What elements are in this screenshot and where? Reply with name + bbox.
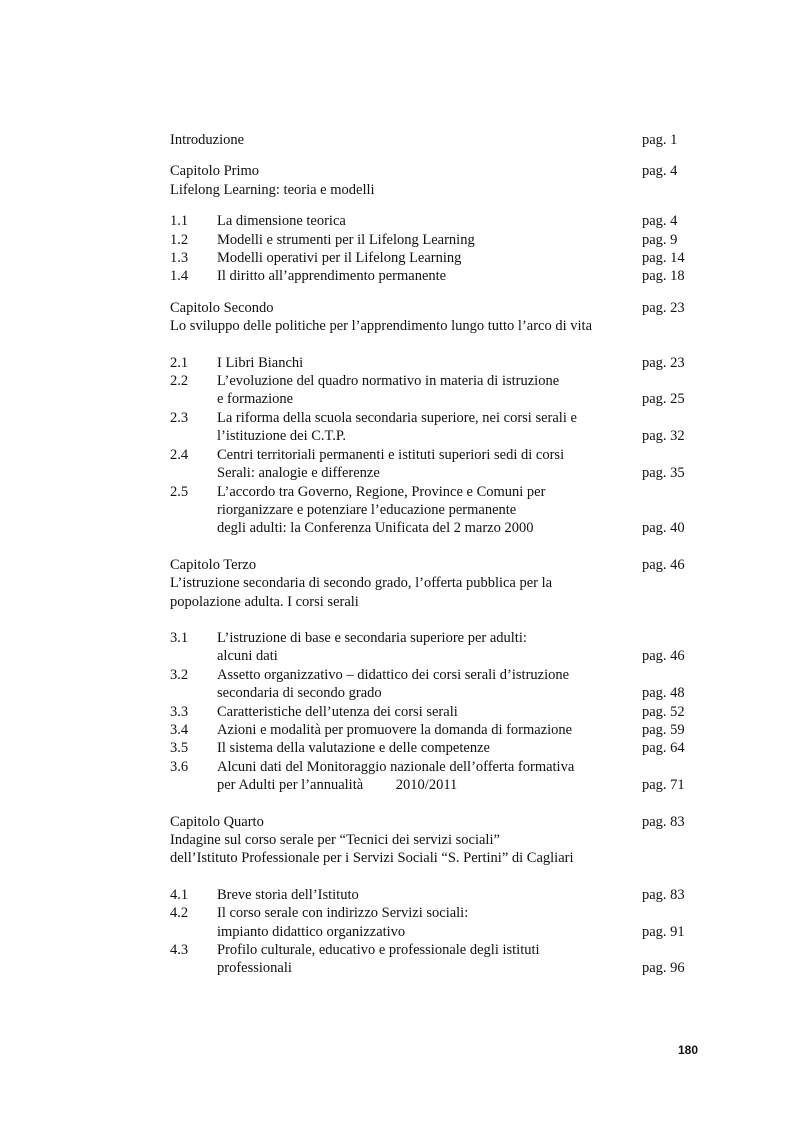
section-page: pag. 71 [642, 777, 685, 794]
section-title-cont: degli adulti: la Conferenza Unificata del 2 marzo 2000 [217, 520, 534, 537]
section-3-5 [170, 739, 694, 757]
section-number: 2.2 [170, 373, 189, 390]
section-number: 2.4 [170, 446, 189, 463]
section-number: 1.2 [170, 231, 189, 248]
section-page: pag. 52 [642, 703, 685, 720]
section-4-1 [170, 886, 694, 904]
section-title: Alcuni dati del Monitoraggio nazionale dell’offerta formativa [217, 758, 575, 775]
section-title-cont: alcuni dati [217, 648, 278, 665]
chapter-3-heading [170, 556, 694, 611]
chapter-subtitle: Lifelong Learning: teoria e modelli [170, 181, 375, 198]
section-3-3 [170, 703, 694, 721]
section-title: Caratteristiche dell’utenza dei corsi serali [217, 703, 458, 720]
section-page: pag. 23 [642, 354, 685, 371]
chapter-title: Capitolo Secondo [170, 299, 274, 316]
section-title-cont: secondaria di secondo grado [217, 685, 382, 702]
intro-title: Introduzione [170, 132, 245, 148]
section-4-2 [170, 904, 694, 941]
section-2-1 [170, 354, 694, 372]
section-2-5 [170, 483, 694, 538]
section-2-4 [170, 446, 694, 483]
section-1-3 [170, 249, 694, 267]
chapter-2-heading [170, 299, 694, 336]
section-page: pag. 91 [642, 923, 685, 940]
page-number: 180 [678, 1043, 699, 1057]
section-title: Centri territoriali permanenti e istituti superiori sedi di corsi [217, 446, 565, 463]
intro-page: pag. 1 [642, 132, 678, 148]
chapter-4-heading [170, 813, 694, 868]
chapter-subtitle: popolazione adulta. I corsi serali [170, 593, 359, 610]
section-number: 1.3 [170, 250, 189, 267]
section-3-2 [170, 666, 694, 703]
table-of-contents [170, 131, 694, 978]
section-title: Il corso serale con indirizzo Servizi sociali: [217, 905, 469, 922]
section-title: Breve storia dell’Istituto [217, 886, 359, 903]
section-title-cont: per Adulti per l’annualità 2010/2011 [217, 777, 458, 794]
section-title: La riforma della scuola secondaria superiore, nei corsi serali e [217, 409, 577, 426]
section-page: pag. 40 [642, 520, 685, 537]
section-title: Modelli e strumenti per il Lifelong Learning [217, 231, 475, 248]
section-page: pag. 25 [642, 391, 685, 408]
chapter-subtitle: Indagine sul corso serale per “Tecnici dei servizi sociali” [170, 832, 500, 848]
section-number: 2.3 [170, 409, 189, 426]
section-number: 3.3 [170, 703, 189, 720]
section-title-cont: Serali: analogie e differenze [217, 465, 380, 482]
section-title: I Libri Bianchi [217, 354, 304, 371]
section-title: Modelli operativi per il Lifelong Learning [217, 250, 462, 267]
section-title-cont: impianto didattico organizzativo [217, 923, 406, 940]
section-number: 3.5 [170, 740, 189, 757]
chapter-page: pag. 4 [642, 163, 678, 180]
section-page: pag. 83 [642, 886, 685, 903]
chapter-title: Capitolo Quarto [170, 813, 264, 830]
section-2-3 [170, 409, 694, 446]
section-title: L’accordo tra Governo, Regione, Province e Comuni per [217, 483, 546, 500]
section-title: Assetto organizzativo – didattico dei corsi serali d’istruzione [217, 666, 570, 683]
section-number: 3.4 [170, 721, 189, 738]
section-1-1 [170, 212, 694, 230]
section-number: 3.6 [170, 758, 189, 775]
section-number: 1.1 [170, 213, 189, 230]
section-2-2 [170, 372, 694, 409]
section-number: 1.4 [170, 268, 189, 285]
chapter-title: Capitolo Terzo [170, 556, 257, 573]
section-title-cont: riorganizzare e potenziare l’educazione permanente [217, 501, 517, 518]
section-4-3 [170, 941, 694, 978]
chapter-subtitle: Lo sviluppo delle politiche per l’apprendimento lungo tutto l’arco di vita [170, 318, 593, 335]
section-page: pag. 46 [642, 648, 685, 665]
section-number: 2.1 [170, 354, 189, 371]
section-number: 3.2 [170, 666, 189, 683]
section-number: 4.1 [170, 886, 189, 903]
section-title: Il sistema della valutazione e delle competenze [217, 740, 490, 757]
section-title: Profilo culturale, educativo e professionale degli istituti [217, 942, 540, 959]
section-title: Il diritto all’apprendimento permanente [217, 268, 447, 285]
section-page: pag. 96 [642, 960, 685, 977]
section-3-4 [170, 721, 694, 739]
section-page: pag. 18 [642, 268, 685, 285]
chapter-page: pag. 23 [642, 299, 685, 316]
section-page: pag. 48 [642, 685, 685, 702]
section-number: 2.5 [170, 483, 189, 500]
section-page: pag. 32 [642, 428, 685, 445]
section-title: La dimensione teorica [217, 213, 346, 230]
section-page: pag. 9 [642, 231, 678, 248]
section-title-cont: professionali [217, 960, 292, 977]
section-page: pag. 4 [642, 213, 678, 230]
section-title-cont: e formazione [217, 391, 294, 408]
chapter-page: pag. 83 [642, 813, 685, 830]
chapter-subtitle: dell’Istituto Professionale per i Servizi Sociali “S. Pertini” di Cagliari [170, 850, 574, 867]
chapter-1-heading [170, 162, 694, 199]
chapter-title: Capitolo Primo [170, 163, 260, 180]
section-page: pag. 59 [642, 721, 685, 738]
section-number: 4.2 [170, 905, 189, 922]
section-title: L’istruzione di base e secondaria superiore per adulti: [217, 629, 527, 646]
section-3-1 [170, 629, 694, 666]
section-number: 4.3 [170, 942, 189, 959]
section-3-6 [170, 758, 694, 795]
section-1-4 [170, 267, 694, 285]
section-page: pag. 64 [642, 740, 685, 757]
section-1-2 [170, 231, 694, 249]
section-page: pag. 35 [642, 465, 685, 482]
chapter-subtitle: L’istruzione secondaria di secondo grado, l’offerta pubblica per la [170, 575, 553, 592]
section-number: 3.1 [170, 629, 189, 646]
section-page: pag. 14 [642, 250, 685, 267]
section-title-cont: l’istituzione dei C.T.P. [217, 428, 347, 445]
chapter-page: pag. 46 [642, 556, 685, 573]
toc-intro [170, 131, 694, 149]
section-title: Azioni e modalità per promuovere la domanda di formazione [217, 721, 573, 738]
section-title: L’evoluzione del quadro normativo in materia di istruzione [217, 373, 560, 390]
